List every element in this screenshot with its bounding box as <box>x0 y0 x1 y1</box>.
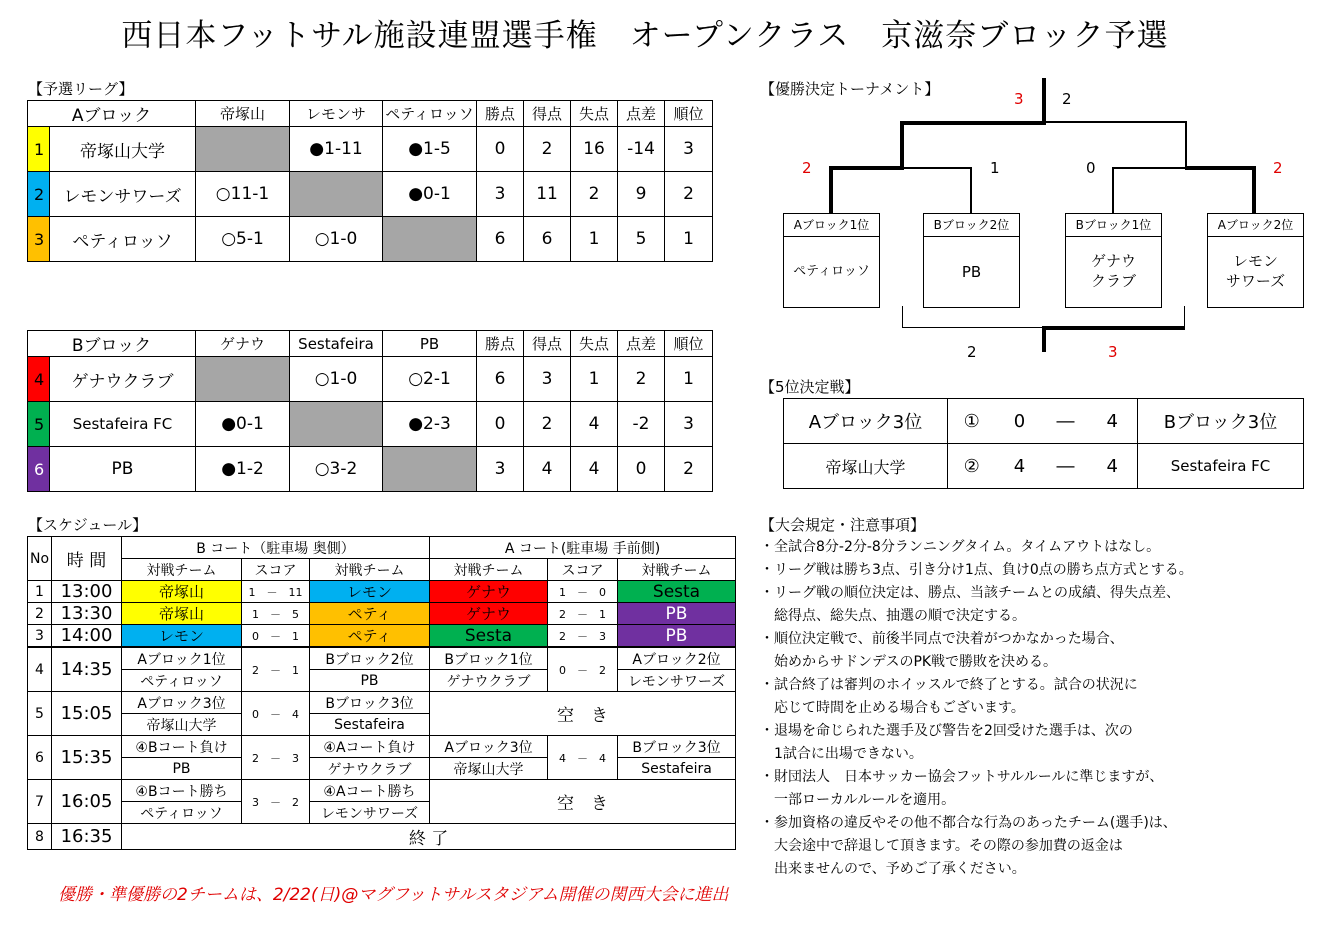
rule-line: 応じて時間を止める場合もございます。 <box>760 700 1025 716</box>
team-cell: レモン <box>310 581 430 603</box>
team-cell: Aブロック1位 <box>122 647 242 670</box>
match-no: 5 <box>28 692 52 736</box>
bracket-team-box <box>1207 213 1304 308</box>
table-row <box>28 402 713 447</box>
goals-against: 4 <box>571 402 618 447</box>
result-cell: ○11-1 <box>196 172 290 217</box>
rule-line: ・試合終了は審判のホイッスルで終了とする。試合の状況に <box>760 677 1138 693</box>
rank: 3 <box>665 402 713 447</box>
footer-note: 優勝・準優勝の2チームは、2/22(日)@マグフットサルスタジアム開催の関西大会に進出 <box>58 885 729 905</box>
team-cell: ペティ <box>310 625 430 648</box>
table-row <box>28 758 736 780</box>
points-header: 勝点 <box>477 331 524 357</box>
table-row <box>28 670 736 692</box>
match-time: 16:05 <box>52 780 122 824</box>
bracket-team: PB <box>961 263 982 281</box>
bracket-team: ペティロッソ <box>793 264 870 279</box>
team-cell: ゲナウ <box>430 581 548 603</box>
score-cell: 2 － 3 <box>242 736 310 780</box>
block-name: Bブロック <box>28 331 196 357</box>
fifth-right: Sestafeira FC <box>1138 444 1304 489</box>
rank: 3 <box>665 127 713 172</box>
rules-list <box>760 536 1193 881</box>
schedule-end: 終 了 <box>122 824 736 850</box>
team-cell: ペティ <box>310 603 430 625</box>
rule-line: 出来ませんので、予めご了承ください。 <box>760 861 1026 877</box>
points: 3 <box>477 447 524 492</box>
bracket-line <box>1042 326 1046 352</box>
points: 6 <box>477 357 524 402</box>
goal-diff: -2 <box>618 402 665 447</box>
goals-against-header: 失点 <box>571 101 618 127</box>
fifth-score: 4 <box>996 444 1044 489</box>
fifth-label: 【5位決定戦】 <box>760 378 860 396</box>
rule-line: 始めからサドンデスのPK戦で勝敗を決める。 <box>760 654 1058 670</box>
self-cell <box>196 357 290 402</box>
team-cell: ゲナウ <box>430 603 548 625</box>
bracket-line <box>1185 121 1187 169</box>
rank: 2 <box>665 172 713 217</box>
team-no: 6 <box>28 447 50 492</box>
team-cell: ④Aコート勝ち <box>310 780 430 802</box>
bracket-line <box>1042 121 1186 123</box>
goal-diff: 2 <box>618 357 665 402</box>
table-row <box>28 217 713 262</box>
score-cell: 0 － 2 <box>548 647 618 692</box>
final-score-left: 3 <box>1014 90 1024 108</box>
result-cell: ●2-3 <box>383 402 477 447</box>
court-a-header: A コート(駐車場 手前側) <box>430 537 736 559</box>
team-name: PB <box>50 447 196 492</box>
goals-for: 6 <box>524 217 571 262</box>
match-time: 13:00 <box>52 581 122 603</box>
goals-for: 11 <box>524 172 571 217</box>
team-no: 1 <box>28 127 50 172</box>
fifth-table <box>783 398 1304 489</box>
match-no: 8 <box>28 824 52 850</box>
score-cell: 2 － 3 <box>548 625 618 648</box>
rule-line: 1試合に出場できない。 <box>760 746 923 762</box>
rank: 1 <box>665 357 713 402</box>
rule-line: ・財団法人 日本サッカー協会フットサルルールに準じますが、 <box>760 769 1164 785</box>
team-cell: 帝塚山 <box>122 581 242 603</box>
table-row <box>28 647 736 670</box>
fifth-score: 0 <box>996 399 1044 444</box>
result-cell: ●1-11 <box>290 127 383 172</box>
bracket-team-box <box>783 213 880 308</box>
league-label: 【予選リーグ】 <box>28 80 134 98</box>
rank: 1 <box>665 217 713 262</box>
match-no: 3 <box>28 625 52 648</box>
goals-for: 4 <box>524 447 571 492</box>
goals-for: 2 <box>524 127 571 172</box>
team-cell: Bブロック3位 <box>310 692 430 714</box>
bracket-line <box>902 327 1044 328</box>
bracket-line <box>900 167 972 169</box>
bracket-seed: Bブロック2位 <box>924 214 1019 237</box>
time-header: 時 間 <box>52 537 122 581</box>
goals-for: 2 <box>524 402 571 447</box>
goals-for: 3 <box>524 357 571 402</box>
team-cell: レモン <box>122 625 242 648</box>
rule-line: ・リーグ戦は勝ち3点、引き分け1点、負け0点の勝ち点方式とする。 <box>760 562 1193 578</box>
score-cell: 2 － 1 <box>242 647 310 692</box>
bracket-team: ゲナウ クラブ <box>1090 252 1136 290</box>
schedule-table <box>27 536 736 850</box>
match-time: 14:35 <box>52 647 122 692</box>
match-time: 15:05 <box>52 692 122 736</box>
score-header: スコア <box>548 559 618 581</box>
score-cell: 0 － 4 <box>242 692 310 736</box>
match-no: 4 <box>28 647 52 692</box>
team-cell: ペティロッソ <box>122 670 242 692</box>
team-cell: PB <box>310 670 430 692</box>
table-row <box>28 824 736 850</box>
score-cell: 1 － 0 <box>548 581 618 603</box>
result-cell: ○5-1 <box>196 217 290 262</box>
self-cell <box>290 402 383 447</box>
team-cell: Bブロック3位 <box>618 736 736 758</box>
team-cell: Sesta <box>618 581 736 603</box>
bracket-seed: Aブロック1位 <box>784 214 879 237</box>
third-score-right: 3 <box>1108 343 1118 361</box>
schedule-label: 【スケジュール】 <box>28 516 148 534</box>
rule-line: ・退場を命じられた選手及び警告を2回受けた選手は、次の <box>760 723 1133 739</box>
team-cell: ペティロッソ <box>122 802 242 824</box>
fifth-score: 4 <box>1088 399 1138 444</box>
bracket-line <box>902 306 903 328</box>
team-no: 2 <box>28 172 50 217</box>
points: 0 <box>477 402 524 447</box>
court-b-header: B コート（駐車場 奥側） <box>122 537 430 559</box>
points: 3 <box>477 172 524 217</box>
team-cell: PB <box>618 625 736 648</box>
rule-line: ・リーグ戦の順位決定は、勝点、当該チームとの成績、得失点差、 <box>760 585 1180 601</box>
rank-header: 順位 <box>665 101 713 127</box>
goals-for-header: 得点 <box>524 101 571 127</box>
bracket-line <box>829 166 833 214</box>
match-no: 7 <box>28 780 52 824</box>
match-time: 13:30 <box>52 603 122 625</box>
score-cell: 0 － 1 <box>242 625 310 648</box>
match-no: 2 <box>28 603 52 625</box>
rule-line: 一部ローカルルールを適用。 <box>760 792 956 808</box>
bracket-line <box>829 166 904 170</box>
bracket-line <box>970 167 972 214</box>
result-cell: ●0-1 <box>196 402 290 447</box>
fifth-left: 帝塚山大学 <box>784 444 948 489</box>
team-cell: ゲナウクラブ <box>310 758 430 780</box>
bracket-line <box>900 121 1046 125</box>
bracket-line <box>1042 78 1046 122</box>
rank-header: 順位 <box>665 331 713 357</box>
rule-line: ・順位決定戦で、前後半同点で決着がつかなかった場合、 <box>760 631 1124 647</box>
opponent-header: Sestafeira <box>290 331 383 357</box>
rank: 2 <box>665 447 713 492</box>
score-cell: 4 － 4 <box>548 736 618 780</box>
team-cell: 帝塚山 <box>122 603 242 625</box>
result-cell: ●0-1 <box>383 172 477 217</box>
bracket-team-box <box>1065 213 1162 308</box>
goals-for-header: 得点 <box>524 331 571 357</box>
team-no: 4 <box>28 357 50 402</box>
bracket-line <box>1112 167 1187 169</box>
team-name: レモンサワーズ <box>50 172 196 217</box>
result-cell: ○1-0 <box>290 217 383 262</box>
opponent-header: PB <box>383 331 477 357</box>
table-row <box>28 172 713 217</box>
team-cell: Sesta <box>430 625 548 648</box>
team-header: 対戦チーム <box>122 559 242 581</box>
team-cell: Aブロック2位 <box>618 647 736 670</box>
match-time: 14:00 <box>52 625 122 648</box>
fifth-score: 4 <box>1088 444 1138 489</box>
goals-against: 1 <box>571 357 618 402</box>
team-cell: レモンサワーズ <box>618 670 736 692</box>
goals-against: 1 <box>571 217 618 262</box>
third-score-left: 2 <box>967 343 977 361</box>
team-name: 帝塚山大学 <box>50 127 196 172</box>
team-cell: Aブロック3位 <box>430 736 548 758</box>
bracket-team: レモン サワーズ <box>1225 252 1286 290</box>
goal-diff: 9 <box>618 172 665 217</box>
team-cell: ④Bコート負け <box>122 736 242 758</box>
goals-against: 2 <box>571 172 618 217</box>
bracket-seed: Bブロック1位 <box>1066 214 1161 237</box>
bracket-line <box>1112 167 1114 214</box>
table-row <box>28 603 736 625</box>
team-header: 対戦チーム <box>310 559 430 581</box>
bracket-team-box <box>923 213 1020 308</box>
team-cell: 帝塚山大学 <box>430 758 548 780</box>
tournament-label: 【優勝決定トーナメント】 <box>760 80 940 98</box>
opponent-header: レモンサ <box>290 101 383 127</box>
result-cell: ○1-0 <box>290 357 383 402</box>
self-cell <box>383 447 477 492</box>
semi-score: 2 <box>1273 159 1283 177</box>
team-name: ゲナウクラブ <box>50 357 196 402</box>
goal-diff-header: 点差 <box>618 331 665 357</box>
team-cell: Aブロック3位 <box>122 692 242 714</box>
table-row <box>28 581 736 603</box>
team-cell: PB <box>618 603 736 625</box>
bracket-line <box>1184 306 1185 328</box>
table-row <box>28 447 713 492</box>
self-cell <box>290 172 383 217</box>
team-cell: ④Aコート負け <box>310 736 430 758</box>
a-block-table <box>27 100 713 262</box>
fifth-right: Bブロック3位 <box>1138 399 1304 444</box>
table-row <box>28 357 713 402</box>
rule-line: ・参加資格の違反やその他不都合な行為のあったチーム(選手)は、 <box>760 815 1177 831</box>
opponent-header: ペティロッソ <box>383 101 477 127</box>
team-no: 5 <box>28 402 50 447</box>
bracket-line <box>1042 326 1185 330</box>
result-cell: ●1-2 <box>196 447 290 492</box>
self-cell <box>196 127 290 172</box>
table-row <box>28 736 736 758</box>
points: 0 <box>477 127 524 172</box>
team-header: 対戦チーム <box>618 559 736 581</box>
block-name: Aブロック <box>28 101 196 127</box>
table-row <box>784 444 1304 489</box>
score-cell: 1 － 11 <box>242 581 310 603</box>
opponent-header: ゲナウ <box>196 331 290 357</box>
team-name: ペティロッソ <box>50 217 196 262</box>
team-cell: レモンサワーズ <box>310 802 430 824</box>
score-cell: 2 － 1 <box>548 603 618 625</box>
score-cell: 3 － 2 <box>242 780 310 824</box>
team-cell: ④Bコート勝ち <box>122 780 242 802</box>
table-row <box>28 625 736 648</box>
team-cell: Sestafeira <box>310 714 430 736</box>
bracket-seed: Aブロック2位 <box>1208 214 1303 237</box>
page-title: 西日本フットサル施設連盟選手権 オープンクラス 京滋奈ブロック予選 <box>121 18 1169 54</box>
semi-score: 1 <box>990 159 1000 177</box>
court-empty: 空 き <box>430 692 736 736</box>
table-row <box>784 399 1304 444</box>
result-cell: ○3-2 <box>290 447 383 492</box>
bracket-line <box>1252 166 1256 214</box>
bracket-line <box>900 121 904 169</box>
team-cell: Bブロック2位 <box>310 647 430 670</box>
goal-diff-header: 点差 <box>618 101 665 127</box>
goals-against: 4 <box>571 447 618 492</box>
self-cell <box>383 217 477 262</box>
rule-line: 大会途中で辞退して頂きます。その際の参加費の返金は <box>760 838 1123 854</box>
match-time: 16:35 <box>52 824 122 850</box>
points-header: 勝点 <box>477 101 524 127</box>
score-header: スコア <box>242 559 310 581</box>
no-header: No <box>28 537 52 581</box>
goal-diff: -14 <box>618 127 665 172</box>
match-no: 6 <box>28 736 52 780</box>
fifth-no: ② <box>948 444 996 489</box>
team-cell: 帝塚山大学 <box>122 714 242 736</box>
team-cell: ゲナウクラブ <box>430 670 548 692</box>
goal-diff: 0 <box>618 447 665 492</box>
table-row <box>28 127 713 172</box>
match-time: 15:35 <box>52 736 122 780</box>
team-cell: PB <box>122 758 242 780</box>
score-cell: 1 － 5 <box>242 603 310 625</box>
goals-against: 16 <box>571 127 618 172</box>
opponent-header: 帝塚山 <box>196 101 290 127</box>
result-cell: ●1-5 <box>383 127 477 172</box>
points: 6 <box>477 217 524 262</box>
final-score-right: 2 <box>1062 90 1072 108</box>
bracket-line <box>1185 166 1255 170</box>
goals-against-header: 失点 <box>571 331 618 357</box>
team-no: 3 <box>28 217 50 262</box>
fifth-dash: ― <box>1044 444 1088 489</box>
result-cell: ○2-1 <box>383 357 477 402</box>
fifth-dash: ― <box>1044 399 1088 444</box>
team-cell: Bブロック1位 <box>430 647 548 670</box>
team-cell: Sestafeira <box>618 758 736 780</box>
fifth-no: ① <box>948 399 996 444</box>
semi-score: 0 <box>1086 159 1096 177</box>
fifth-left: Aブロック3位 <box>784 399 948 444</box>
rules-label: 【大会規定・注意事項】 <box>760 516 926 534</box>
court-empty: 空 き <box>430 780 736 824</box>
team-name: Sestafeira FC <box>50 402 196 447</box>
rule-line: ・全試合8分-2分-8分ランニングタイム。タイムアウトはなし。 <box>760 539 1161 555</box>
team-header: 対戦チーム <box>430 559 548 581</box>
b-block-table <box>27 330 713 492</box>
match-no: 1 <box>28 581 52 603</box>
table-row <box>28 780 736 802</box>
table-row <box>28 692 736 714</box>
goal-diff: 5 <box>618 217 665 262</box>
semi-score: 2 <box>802 159 812 177</box>
rule-line: 総得点、総失点、抽選の順で決定する。 <box>760 608 1026 624</box>
